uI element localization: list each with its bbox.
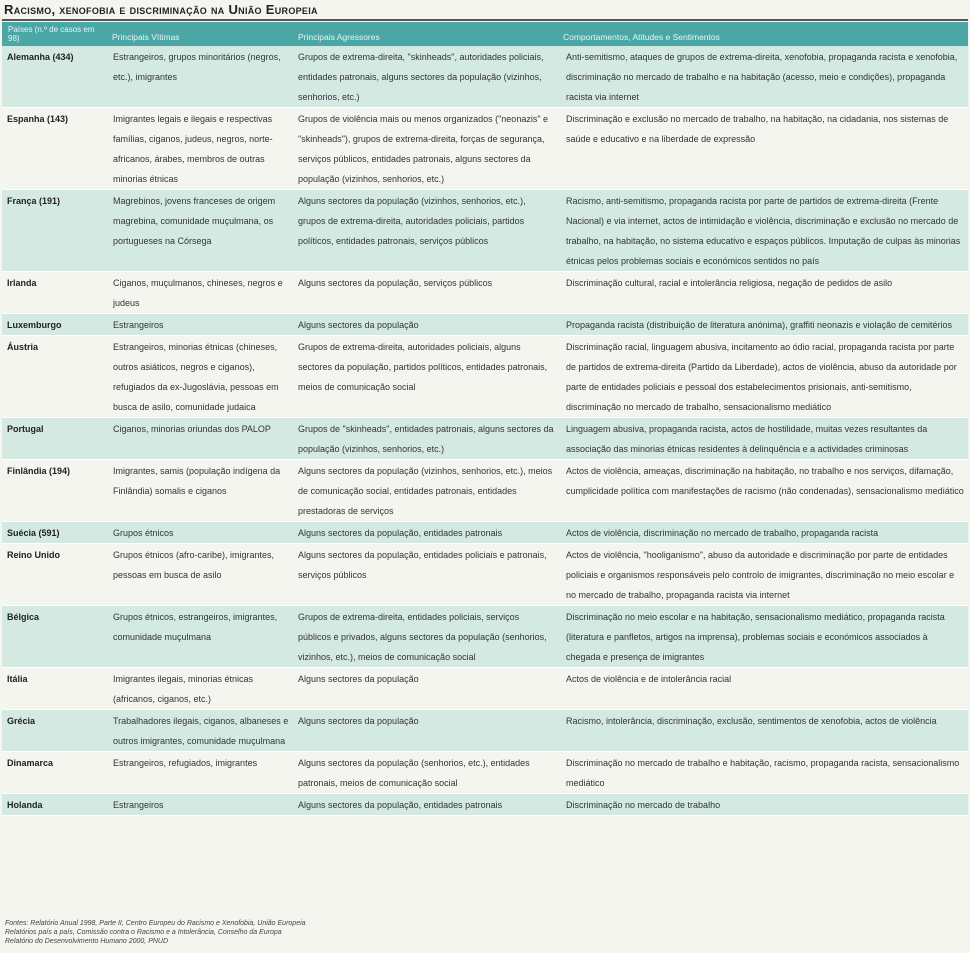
victims-cell: Estrangeiros xyxy=(107,314,293,336)
table-row xyxy=(2,710,968,752)
victims-cell: Imigrantes, samis (população indígena da Finlândia) somalis e ciganos xyxy=(107,460,293,522)
country-cell: Bélgica xyxy=(2,606,107,668)
country-cell: Holanda xyxy=(2,794,107,816)
aggressors-cell: Alguns sectores da população (vizinhos, senhorios, etc.), meios de comunicação social, entidades patronais, entidades prestadoras de serviços xyxy=(293,460,558,522)
behaviours-cell: Actos de violência e de intolerância racial xyxy=(558,668,968,710)
country-cell: França (191) xyxy=(2,190,107,272)
victims-cell: Imigrantes legais e ilegais e respectivas famílias, ciganos, judeus, negros, norte-africanos, árabes, membros de outras minorias étnicas xyxy=(107,108,293,190)
table-row xyxy=(2,418,968,460)
table-row xyxy=(2,544,968,606)
victims-cell: Estrangeiros, grupos minoritários (negros, etc.), imigrantes xyxy=(107,46,293,108)
aggressors-cell: Alguns sectores da população, entidades policiais e patronais, serviços públicos xyxy=(293,544,558,606)
behaviours-cell: Discriminação cultural, racial e intolerância religiosa, negação de pedidos de asilo xyxy=(558,272,968,314)
victims-cell: Grupos étnicos xyxy=(107,522,293,544)
header-aggressors: Principais Agressores xyxy=(293,22,558,46)
table-row xyxy=(2,460,968,522)
victims-cell: Grupos étnicos, estrangeiros, imigrantes, comunidade muçulmana xyxy=(107,606,293,668)
title-divider xyxy=(2,19,968,21)
country-cell: Grécia xyxy=(2,710,107,752)
country-cell: Dinamarca xyxy=(2,752,107,794)
header-behaviours: Comportamentos, Atitudes e Sentimentos xyxy=(558,22,968,46)
victims-cell: Grupos étnicos (afro-caribe), imigrantes, pessoas em busca de asilo xyxy=(107,544,293,606)
victims-cell: Estrangeiros, refugiados, imigrantes xyxy=(107,752,293,794)
sources-footnote xyxy=(5,919,306,946)
table-row xyxy=(2,794,968,816)
aggressors-cell: Grupos de violência mais ou menos organizados ("neonazis" e "skinheads"), grupos de extrema-direita, forças de segurança, serviços públicos, entidades patronais, alguns sectores da população (vizinhos, senhorios, etc.) xyxy=(293,108,558,190)
table-row xyxy=(2,668,968,710)
aggressors-cell: Grupos de extrema-direita, entidades policiais, serviços públicos e privados, alguns sectores da população (senhorios, vizinhos, etc.), meios de comunicação social xyxy=(293,606,558,668)
behaviours-cell: Discriminação no mercado de trabalho xyxy=(558,794,968,816)
table-row xyxy=(2,336,968,418)
table-header-row xyxy=(2,22,968,46)
behaviours-cell: Actos de violência, "hooliganismo", abuso da autoridade e discriminação por parte de entidades policiais e organismos responsáveis pelo controlo de imigrantes, discriminação no meio escolar e no mercado de trabalho, propaganda racista via internet xyxy=(558,544,968,606)
behaviours-cell: Racismo, intolerância, discriminação, exclusão, sentimentos de xenofobia, actos de violência xyxy=(558,710,968,752)
table-row xyxy=(2,522,968,544)
victims-cell: Magrebinos, jovens franceses de origem magrebina, comunidade muçulmana, os portugueses na Córsega xyxy=(107,190,293,272)
table-row xyxy=(2,46,968,108)
behaviours-cell: Discriminação racial, linguagem abusiva, incitamento ao ódio racial, propaganda racista por parte de partidos de extrema-direita (Partido da Liberdade), actos de violência, abuso da autoridade por parte de entidades policiais e pessoal dos estabelecimentos prisionais, anti-semitismo, discriminação no mercado de trabalho, sensacionalismo mediático xyxy=(558,336,968,418)
behaviours-cell: Linguagem abusiva, propaganda racista, actos de hostilidade, muitas vezes resultantes da associação das minorias étnicas residentes à delinquência e a actividades criminosas xyxy=(558,418,968,460)
aggressors-cell: Grupos de "skinheads", entidades patronais, alguns sectores da população (vizinhos, senhorios, etc.) xyxy=(293,418,558,460)
table-row xyxy=(2,108,968,190)
country-cell: Reino Unido xyxy=(2,544,107,606)
source-line: Fontes: Relatório Anual 1998, Parte II, Centro Europeu do Racismo e Xenofobia, União Europeia xyxy=(5,920,306,927)
victims-cell: Imigrantes ilegais, minorias étnicas (africanos, ciganos, etc.) xyxy=(107,668,293,710)
aggressors-cell: Alguns sectores da população xyxy=(293,710,558,752)
victims-cell: Estrangeiros xyxy=(107,794,293,816)
country-cell: Portugal xyxy=(2,418,107,460)
country-cell: Irlanda xyxy=(2,272,107,314)
page-title: Racismo, xenofobia e discriminação na União Europeia xyxy=(4,2,318,17)
racism-table xyxy=(2,22,968,816)
victims-cell: Estrangeiros, minorias étnicas (chineses, outros asiáticos, negros e ciganos), refugiados da ex-Jugoslávia, pessoas em busca de asilo, comunidade judaica xyxy=(107,336,293,418)
aggressors-cell: Alguns sectores da população xyxy=(293,668,558,710)
behaviours-cell: Discriminação e exclusão no mercado de trabalho, na habitação, na cidadania, nos sistemas de saúde e educativo e na liberdade de expressão xyxy=(558,108,968,190)
victims-cell: Ciganos, minorias oriundas dos PALOP xyxy=(107,418,293,460)
aggressors-cell: Alguns sectores da população (senhorios, etc.), entidades patronais, meios de comunicação social xyxy=(293,752,558,794)
table-row xyxy=(2,272,968,314)
aggressors-cell: Grupos de extrema-direita, "skinheads", autoridades policiais, entidades patronais, alguns sectores da população (vizinhos, senhorios, etc.) xyxy=(293,46,558,108)
table-row xyxy=(2,606,968,668)
header-country: Países (n.º de casos em 98) xyxy=(2,22,107,46)
table-row xyxy=(2,314,968,336)
behaviours-cell: Actos de violência, ameaças, discriminação na habitação, no trabalho e nos serviços, difamação, cumplicidade política com manifestações de racismo (não condenadas), sensacionalismo mediático xyxy=(558,460,968,522)
table-body xyxy=(2,46,968,816)
table-row xyxy=(2,752,968,794)
victims-cell: Trabalhadores ilegais, ciganos, albaneses e outros imigrantes, comunidade muçulmana xyxy=(107,710,293,752)
aggressors-cell: Alguns sectores da população, entidades patronais xyxy=(293,522,558,544)
country-cell: Alemanha (434) xyxy=(2,46,107,108)
country-cell: Finlândia (194) xyxy=(2,460,107,522)
aggressors-cell: Alguns sectores da população (vizinhos, senhorios, etc.), grupos de extrema-direita, autoridades policiais, partidos políticos, entidades patronais, serviços públicos xyxy=(293,190,558,272)
country-cell: Luxemburgo xyxy=(2,314,107,336)
victims-cell: Ciganos, muçulmanos, chineses, negros e judeus xyxy=(107,272,293,314)
table-row xyxy=(2,190,968,272)
country-cell: Itália xyxy=(2,668,107,710)
source-line: Relatório do Desenvolvimento Humano 2000, PNUD xyxy=(5,938,169,945)
header-victims: Principais Vítimas xyxy=(107,22,293,46)
behaviours-cell: Anti-semitismo, ataques de grupos de extrema-direita, xenofobia, propaganda racista e xenofobia, discriminação no mercado de trabalho e na habitação (acesso, meio e condições), propaganda racista via internet xyxy=(558,46,968,108)
aggressors-cell: Alguns sectores da população xyxy=(293,314,558,336)
aggressors-cell: Grupos de extrema-direita, autoridades policiais, alguns sectores da população, partidos políticos, entidades patronais, meios de comunicação social xyxy=(293,336,558,418)
source-line: Relatórios país a país, Comissão contra o Racismo e a Intolerância, Conselho da Europa xyxy=(5,929,282,936)
country-cell: Áustria xyxy=(2,336,107,418)
country-cell: Suécia (591) xyxy=(2,522,107,544)
behaviours-cell: Discriminação no meio escolar e na habitação, sensacionalismo mediático, propaganda racista (literatura e panfletos, artigos na imprensa), problemas sociais e económicos associados à chegada e presença de imigrantes xyxy=(558,606,968,668)
behaviours-cell: Actos de violência, discriminação no mercado de trabalho, propaganda racista xyxy=(558,522,968,544)
country-cell: Espanha (143) xyxy=(2,108,107,190)
aggressors-cell: Alguns sectores da população, serviços públicos xyxy=(293,272,558,314)
aggressors-cell: Alguns sectores da população, entidades patronais xyxy=(293,794,558,816)
behaviours-cell: Propaganda racista (distribuição de literatura anónima), graffiti neonazis e violação de cemitérios xyxy=(558,314,968,336)
behaviours-cell: Racismo, anti-semitismo, propaganda racista por parte de partidos de extrema-direita (Frente Nacional) e via internet, actos de intimidação e violência, discriminação e exclusão no mercado de trabalho, na habitação, no sistema educativo e espaços públicos. Imputação de culpas às minorias étnicas pelos problemas sociais e económicos sentidos no país xyxy=(558,190,968,272)
behaviours-cell: Discriminação no mercado de trabalho e habitação, racismo, propaganda racista, sensacionalismo mediático xyxy=(558,752,968,794)
